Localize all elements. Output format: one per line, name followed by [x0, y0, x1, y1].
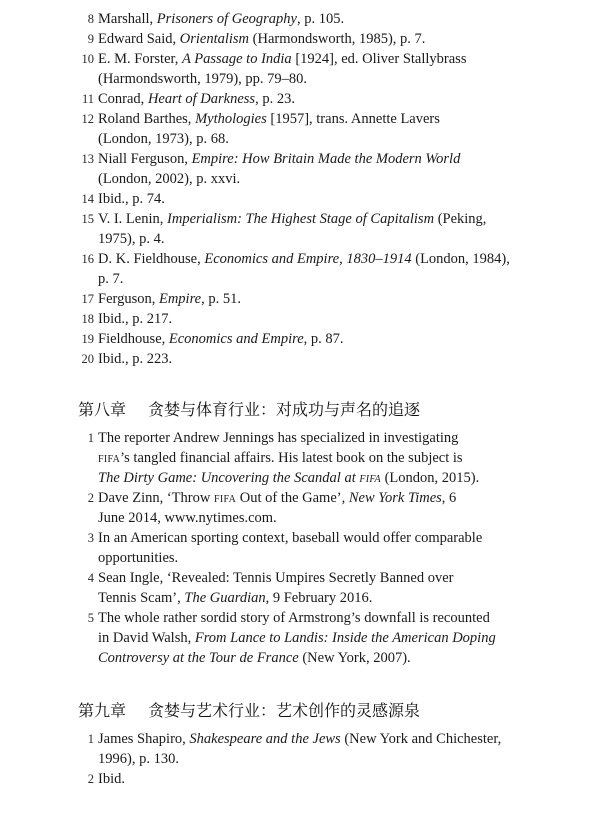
endnote-number: 18 [81, 312, 94, 326]
endnote-line [98, 69, 568, 89]
note-text: , 6 [441, 490, 457, 506]
note-text: , p. 87. [303, 331, 344, 347]
note-text: (London, 1984), [411, 251, 510, 267]
endnote-line [98, 468, 568, 488]
endnote-number: 12 [81, 112, 94, 126]
endnote-line [98, 428, 568, 448]
endnote-line [98, 209, 568, 229]
note-text: (New York and Chichester, [340, 731, 502, 747]
endnote-number: 11 [81, 92, 94, 106]
note-text: (London, 2015). [380, 470, 480, 486]
endnote-number: 13 [81, 152, 94, 166]
note-text: , p. 51. [201, 291, 241, 307]
note-text: V. I. Lenin, [98, 211, 168, 227]
endnote-line [98, 289, 568, 309]
endnote-number: 10 [81, 52, 94, 66]
note-italic-text: fifa [359, 470, 381, 486]
endnote-line [98, 49, 568, 69]
note-text: in David Walsh, [98, 630, 195, 646]
endnote-number: 4 [87, 571, 94, 585]
chapter-number: 第八章 [78, 400, 127, 419]
note-text: Edward Said, [98, 31, 180, 47]
endnote-line [98, 269, 568, 289]
note-text: Dave Zinn, ‘Throw [98, 490, 214, 506]
note-text: The reporter Andrew Jennings has specialized in investigating [98, 430, 459, 446]
note-italic-text: From Lance to Landis: Inside the American Doping [194, 630, 496, 646]
endnote-number: 2 [87, 772, 94, 786]
chapter-number: 第九章 [78, 701, 127, 720]
note-text: Ibid. [98, 771, 125, 787]
note-text: , 9 February 2016. [265, 590, 373, 606]
endnote-line [98, 608, 568, 628]
note-italic-text: Prisoners of Geography [156, 11, 297, 27]
chapter-title: 贪婪与体育行业：对成功与声名的追逐 [148, 400, 421, 419]
note-text: , p. 23. [255, 91, 295, 107]
note-text: [1924], ed. Oliver Stallybrass [291, 51, 467, 67]
note-text: D. K. Fieldhouse, [98, 251, 205, 267]
chapter-heading [78, 699, 558, 723]
note-text: (London, 2002), p. xxvi. [98, 171, 241, 187]
endnote-line [98, 648, 568, 668]
endnote-number: 9 [87, 32, 94, 46]
endnote-line [98, 349, 568, 369]
endnote-line [98, 548, 568, 568]
note-italic-text: The Dirty Game: Uncovering the Scandal at [98, 470, 360, 486]
note-text: [1957], trans. Annette Lavers [266, 111, 440, 127]
endnote-number: 15 [81, 212, 94, 226]
note-italic-text: Empire: How Britain Made the Modern World [191, 151, 461, 167]
endnote-line [98, 229, 568, 249]
endnote-line [98, 769, 568, 789]
endnote-line [98, 9, 568, 29]
endnote-line [98, 528, 568, 548]
note-italic-text: Empire [158, 291, 202, 307]
endnote-line [98, 508, 568, 528]
note-text: The whole rather sordid story of Armstrong’s downfall is recounted [98, 610, 490, 626]
note-text: (Peking, [434, 211, 487, 227]
endnote-line [98, 628, 568, 648]
endnote-number: 1 [87, 732, 94, 746]
endnote-line [98, 488, 568, 508]
endnote-number: 19 [81, 332, 94, 346]
endnote-number: 2 [87, 491, 94, 505]
endnote-number: 3 [87, 531, 94, 545]
endnote-line [98, 129, 568, 149]
endnote-number: 14 [81, 192, 94, 206]
chapter-heading [78, 398, 558, 422]
note-italic-text: The Guardian [184, 590, 266, 606]
note-text: June 2014, www.nytimes.com. [98, 510, 277, 526]
endnote-number: 20 [81, 352, 94, 366]
note-text: (Harmondsworth, 1985), p. 7. [249, 31, 426, 47]
endnote-line [98, 109, 568, 129]
endnote-line [98, 169, 568, 189]
note-italic-text: New York Times [348, 490, 442, 506]
endnote-line [98, 29, 568, 49]
note-text: E. M. Forster, [98, 51, 182, 67]
endnote-line [98, 448, 568, 468]
note-italic-text: Economics and Empire [168, 331, 304, 347]
note-text: Marshall, [98, 11, 157, 27]
note-text: Out of the Game’, [236, 490, 349, 506]
note-text: (London, 1973), p. 68. [98, 131, 229, 147]
endnote-line [98, 568, 568, 588]
endnote-line [98, 749, 568, 769]
endnote-number: 8 [87, 12, 94, 26]
note-text: 1975), p. 4. [98, 231, 165, 247]
note-text: Conrad, [98, 91, 148, 107]
note-italic-text: Imperialism: The Highest Stage of Capitalism [167, 211, 435, 227]
endnote-line [98, 189, 568, 209]
note-text: James Shapiro, [98, 731, 190, 747]
note-text: Ibid., p. 74. [98, 191, 165, 207]
chapter-title: 贪婪与艺术行业：艺术创作的灵感源泉 [148, 701, 421, 720]
note-italic-text: Shakespeare and the Jews [189, 731, 341, 747]
endnote-number: 17 [81, 292, 94, 306]
note-text: In an American sporting context, baseball would offer comparable [98, 530, 483, 546]
note-italic-text: Orientalism [179, 31, 250, 47]
endnote-line [98, 249, 568, 269]
note-text: Ibid., p. 217. [98, 311, 173, 327]
note-text: p. 7. [98, 271, 124, 287]
endnote-line [98, 149, 568, 169]
note-text: Ibid., p. 223. [98, 351, 173, 367]
note-text: , p. 105. [296, 11, 345, 27]
note-text: Ferguson, [98, 291, 159, 307]
note-italic-text: Controversy at the Tour de France [98, 650, 299, 666]
note-text: 1996), p. 130. [98, 751, 179, 767]
note-text: (Harmondsworth, 1979), pp. 79–80. [98, 71, 308, 87]
note-text: Fieldhouse, [98, 331, 169, 347]
note-italic-text: Economics and Empire, 1830–1914 [204, 251, 412, 267]
endnote-line [98, 309, 568, 329]
note-italic-text: Heart of Darkness [147, 91, 256, 107]
note-italic-text: Mythologies [195, 111, 267, 127]
endnote-line [98, 329, 568, 349]
note-text: (New York, 2007). [298, 650, 411, 666]
note-text: Sean Ingle, ‘Revealed: Tennis Umpires Secretly Banned over [98, 570, 454, 586]
endnote-number: 16 [81, 252, 94, 266]
endnote-number: 5 [87, 611, 94, 625]
endnote-number: 1 [87, 431, 94, 445]
note-text: ’s tangled financial affairs. His latest book on the subject is [120, 450, 463, 466]
note-smallcaps-text: fifa [213, 490, 237, 506]
endnote-line [98, 729, 568, 749]
endnote-line [98, 588, 568, 608]
note-text: Roland Barthes, [98, 111, 196, 127]
note-text: Tennis Scam’, [98, 590, 185, 606]
note-smallcaps-text: fifa [98, 450, 121, 466]
note-text: Niall Ferguson, [98, 151, 192, 167]
note-italic-text: A Passage to India [182, 51, 292, 67]
note-text: opportunities. [98, 550, 179, 566]
endnote-line [98, 89, 568, 109]
